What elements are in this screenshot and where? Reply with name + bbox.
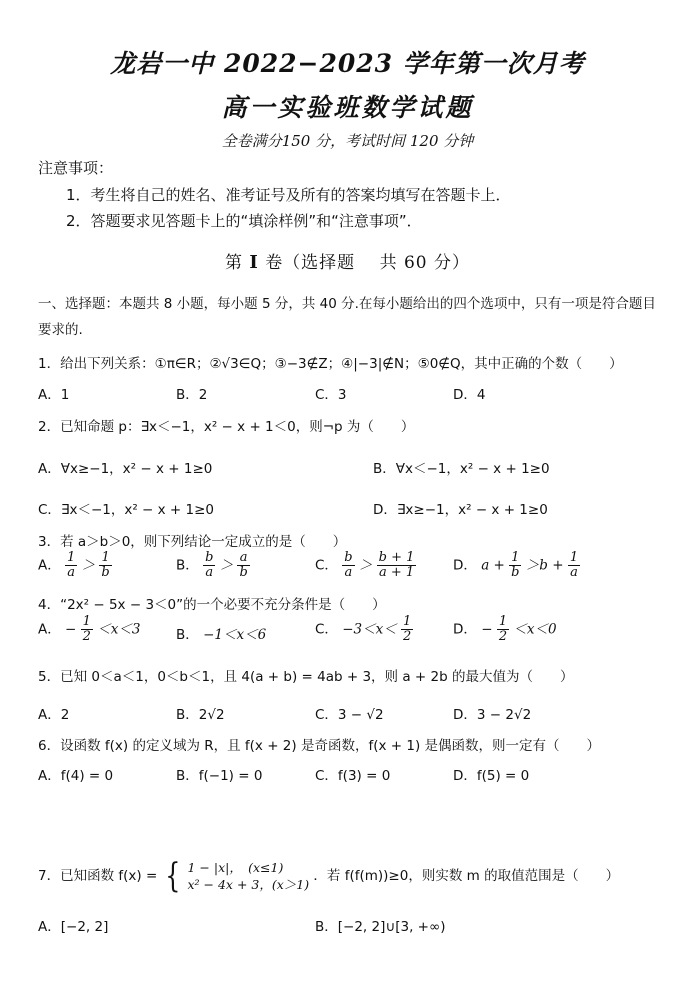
denominator: b (511, 565, 520, 580)
denominator: b (101, 565, 110, 580)
term: ＞b + (525, 557, 564, 574)
piecewise-cases (188, 859, 310, 893)
operator: ＞ (219, 557, 234, 574)
term: − (65, 621, 77, 638)
q1-option-d: D．4 (453, 387, 486, 403)
q2-option-a: A．∀x≥−1，x² − x + 1≥0 (38, 461, 213, 477)
question-3-stem: 3．若 a＞b＞0，则下列结论一定成立的是（ ） (38, 534, 347, 550)
case-1: 1 − |x|， (x≤1) (187, 860, 284, 875)
denominator: a (67, 565, 76, 580)
section-description: 一、选择题：本题共 8 小题，每小题 5 分，共 40 分.在每小题给出的四个选项中，只有一项是符合题目要求的. (38, 296, 656, 338)
q6-option-d: D．f(5) = 0 (453, 768, 530, 784)
q2-option-d: D．∃x≥−1，x² − x + 1≥0 (373, 502, 548, 518)
denominator: 2 (82, 629, 91, 644)
option-label: C． (315, 621, 338, 638)
q4-option-c (315, 615, 413, 644)
numerator: 1 (82, 614, 91, 629)
exam-meta: 全卷满分150 分，考试时间 120 分钟 (221, 132, 474, 150)
q1-option-b: B．2 (176, 387, 208, 403)
q5-option-c: C．3 − √2 (315, 707, 384, 723)
numerator: b (344, 550, 353, 565)
fraction (509, 551, 521, 580)
notice-item: 1．考生将自己的姓名、准考证号及所有的答案均填写在答题卡上． (66, 186, 511, 204)
question-7-stem (38, 856, 620, 896)
question-6-stem: 6．设函数 f(x) 的定义域为 R，且 f(x + 2) 是奇函数，f(x + 1) 是偶函数，则一定有（ ） (38, 738, 601, 754)
term: ＜x＜3 (97, 621, 141, 638)
q5-option-d: D．3 − 2√2 (453, 707, 532, 723)
option-label: C． (315, 557, 338, 574)
term: ＜x＜0 (513, 621, 557, 638)
q4-option-d (453, 615, 557, 644)
fraction (568, 551, 580, 580)
q7-option-a: A．[−2, 2] (38, 919, 109, 935)
q2-option-b: B．∀x＜−1，x² − x + 1≥0 (373, 461, 550, 477)
q6-option-b: B．f(−1) = 0 (176, 768, 263, 784)
notice-item: 2．答题要求见答题卡上的“填涂样例”和“注意事项”． (66, 212, 422, 230)
option-label: A． (38, 621, 61, 638)
q7-stem-prefix: 7．已知函数 f(x) = (38, 868, 158, 884)
q2-option-c: C．∃x＜−1，x² − x + 1≥0 (38, 502, 215, 518)
q1-option-a: A．1 (38, 387, 70, 403)
fraction (99, 551, 111, 580)
denominator: 2 (403, 629, 412, 644)
q7-option-b: B．[−2, 2]∪[3, +∞) (315, 919, 446, 935)
denominator: a + 1 (378, 565, 415, 580)
exam-subtitle: 高一实验班数学试题 (221, 93, 474, 122)
q3-option-a (38, 551, 112, 580)
denominator: a (344, 565, 353, 580)
fraction (203, 551, 215, 580)
numerator: 1 (99, 551, 111, 566)
volume-numeral: Ⅰ (249, 252, 259, 273)
fraction (81, 615, 93, 644)
operator: ＞ (358, 557, 373, 574)
q1-option-c: C．3 (315, 387, 347, 403)
option-label: D． (453, 621, 477, 638)
case-2: x² − 4x + 3，(x＞1) (187, 877, 310, 892)
fraction (497, 615, 509, 644)
term: a + (481, 557, 505, 574)
volume-suffix: 卷（选择题 共 60 分） (265, 253, 471, 273)
volume-prefix: 第 (224, 253, 243, 273)
question-4-stem: 4．“2x² − 5x − 3＜0”的一个必要不充分条件是（ ） (38, 597, 386, 613)
option-label: B． (176, 557, 199, 574)
fraction (237, 551, 249, 580)
q5-option-b: B．2√2 (176, 707, 225, 723)
numerator: 1 (569, 550, 579, 565)
numerator: 1 (67, 550, 76, 565)
denominator: 2 (498, 629, 508, 644)
exam-title: 龙岩一中 2022−2023 学年第一次月考 (110, 49, 585, 78)
question-2-stem: 2．已知命题 p：∃x＜−1，x² − x + 1＜0，则¬p 为（ ） (38, 419, 415, 435)
q4-option-a (38, 615, 140, 644)
question-1-stem: 1．给出下列关系：①π∈R；②√3∈Q；③−3∉Z；④|−3|∉N；⑤0∉Q，其中正确的个数（ ） (38, 356, 623, 372)
q4-option-b (176, 623, 266, 643)
denominator: a (205, 565, 214, 580)
fraction (377, 551, 417, 580)
numerator: a (237, 551, 249, 566)
fraction (401, 615, 413, 644)
q3-option-d (453, 551, 580, 580)
q6-option-c: C．f(3) = 0 (315, 768, 391, 784)
q5-option-a: A．2 (38, 707, 70, 723)
term: − (481, 621, 493, 638)
option-label: B． (176, 627, 199, 643)
term: −3＜x＜ (342, 621, 397, 638)
option-label: A． (38, 557, 61, 574)
q6-option-a: A．f(4) = 0 (38, 768, 114, 784)
numerator: 1 (498, 614, 508, 629)
term: −1＜x＜6 (203, 627, 267, 643)
denominator: b (239, 565, 248, 580)
numerator: b (205, 550, 214, 565)
q7-stem-suffix: ．若 f(f(m))≥0，则实数 m 的取值范围是（ ） (313, 868, 620, 884)
fraction (65, 551, 77, 580)
denominator: a (570, 565, 578, 580)
numerator: 1 (509, 551, 521, 566)
numerator: b + 1 (378, 550, 415, 565)
q3-option-c (315, 551, 416, 580)
question-5-stem: 5．已知 0＜a＜1，0＜b＜1，且 4(a + b) = 4ab + 3，则 a + 2b 的最大值为（ ） (38, 669, 574, 685)
volume-heading (0, 248, 695, 273)
fraction (342, 551, 354, 580)
operator: ＞ (81, 557, 96, 574)
numerator: 1 (403, 614, 412, 629)
option-label: D． (453, 557, 477, 574)
notice-title: 注意事项： (38, 159, 114, 177)
q3-option-b (176, 551, 250, 580)
brace-icon: { (164, 856, 180, 896)
